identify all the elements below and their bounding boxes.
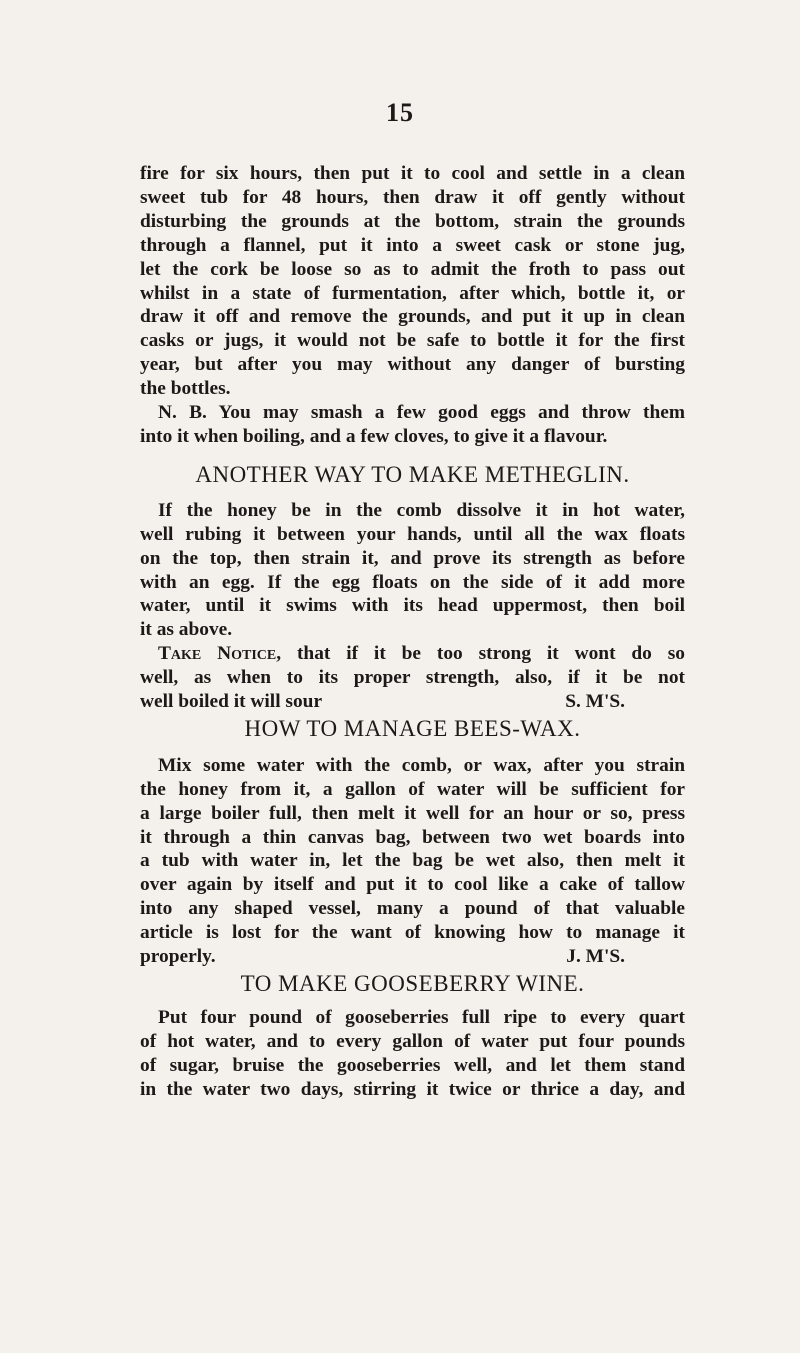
- text-line: year, but after you may without any danger of bursting: [140, 354, 685, 376]
- text-line: water, until it swims with its head uppermost, then boil: [140, 595, 685, 617]
- text-line: article is lost for the want of knowing how to manage it: [140, 922, 685, 944]
- line-text: that if it be too strong it wont do so: [281, 643, 685, 665]
- text-line: it as above.: [140, 619, 233, 641]
- text-line: on the top, then strain it, and prove its strength as before: [140, 547, 685, 569]
- lead-in-text: Take Notice,: [158, 643, 282, 665]
- text-line: into any shaped vessel, many a pound of that valuable: [140, 898, 685, 920]
- text-line: fire for six hours, then put it to cool and settle in a clean: [140, 163, 685, 184]
- text-line: sweet tub for 48 hours, then draw it off gently without: [140, 186, 685, 208]
- text-line: it through a thin canvas bag, between two wet boards into: [140, 826, 685, 848]
- note-paragraph: [140, 401, 685, 449]
- text-line: well rubing it between your hands, until all the wax floats: [140, 523, 685, 545]
- text-line: a tub with water in, let the bag be wet also, then melt it: [140, 850, 685, 872]
- line-text: well boiled it will sour: [140, 691, 323, 713]
- text-line: with an egg. If the egg floats on the side of it add more: [140, 571, 685, 593]
- text-line: [140, 945, 685, 969]
- author-signature: S. M'S.: [565, 691, 625, 713]
- paragraph-continuation: [140, 162, 685, 401]
- text-line: through a flannel, put it into a sweet cask or stone jug,: [140, 234, 685, 256]
- section-heading-metheglin: ANOTHER WAY TO MAKE METHEGLIN.: [195, 461, 630, 487]
- text-line: the bottles.: [140, 378, 231, 400]
- text-line: casks or jugs, it would not be safe to bottle it for the first: [140, 330, 685, 352]
- text-line: over again by itself and put it to cool like a cake of tallow: [140, 874, 685, 896]
- text-line: let the cork be loose so as to admit the froth to pass out: [140, 258, 685, 280]
- text-line: [140, 642, 685, 666]
- paragraph-bees-wax: [140, 754, 685, 969]
- text-line: into it when boiling, and a few cloves, to give it a flavour.: [140, 425, 608, 447]
- text-line: If the honey be in the comb dissolve it in hot water,: [158, 499, 685, 521]
- text-line: well, as when to its proper strength, also, if it be not: [140, 667, 685, 689]
- text-line: draw it off and remove the grounds, and put it up in clean: [140, 306, 685, 328]
- author-signature: J. M'S.: [566, 946, 625, 968]
- text-line: Mix some water with the comb, or wax, after you strain: [158, 754, 685, 776]
- paragraph-take-notice: [140, 642, 685, 714]
- text-line: whilst in a state of furmentation, after which, bottle it, or: [140, 282, 685, 304]
- text-line: of sugar, bruise the gooseberries well, and let them stand: [140, 1054, 685, 1076]
- text-line: [140, 690, 685, 714]
- text-line: a large boiler full, then melt it well for an hour or so, press: [140, 802, 685, 824]
- text-line: the honey from it, a gallon of water will be sufficient for: [140, 778, 685, 800]
- page-body: [140, 162, 685, 1102]
- text-line: in the water two days, stirring it twice or thrice a day, and: [140, 1078, 685, 1100]
- paragraph-metheglin: [140, 499, 685, 642]
- text-line: Put four pound of gooseberries full ripe to every quart: [158, 1006, 685, 1028]
- text-line: N. B. You may smash a few good eggs and throw them: [158, 402, 685, 424]
- line-text: properly.: [140, 946, 216, 968]
- text-line: disturbing the grounds at the bottom, strain the grounds: [140, 210, 685, 232]
- section-heading-bees-wax: HOW TO MANAGE BEES-WAX.: [244, 715, 581, 741]
- section-heading-gooseberry-wine: TO MAKE GOOSEBERRY WINE.: [240, 971, 585, 996]
- page-number: 15: [386, 98, 414, 127]
- paragraph-gooseberry-wine: [140, 1006, 685, 1102]
- text-line: of hot water, and to every gallon of water put four pounds: [140, 1030, 685, 1052]
